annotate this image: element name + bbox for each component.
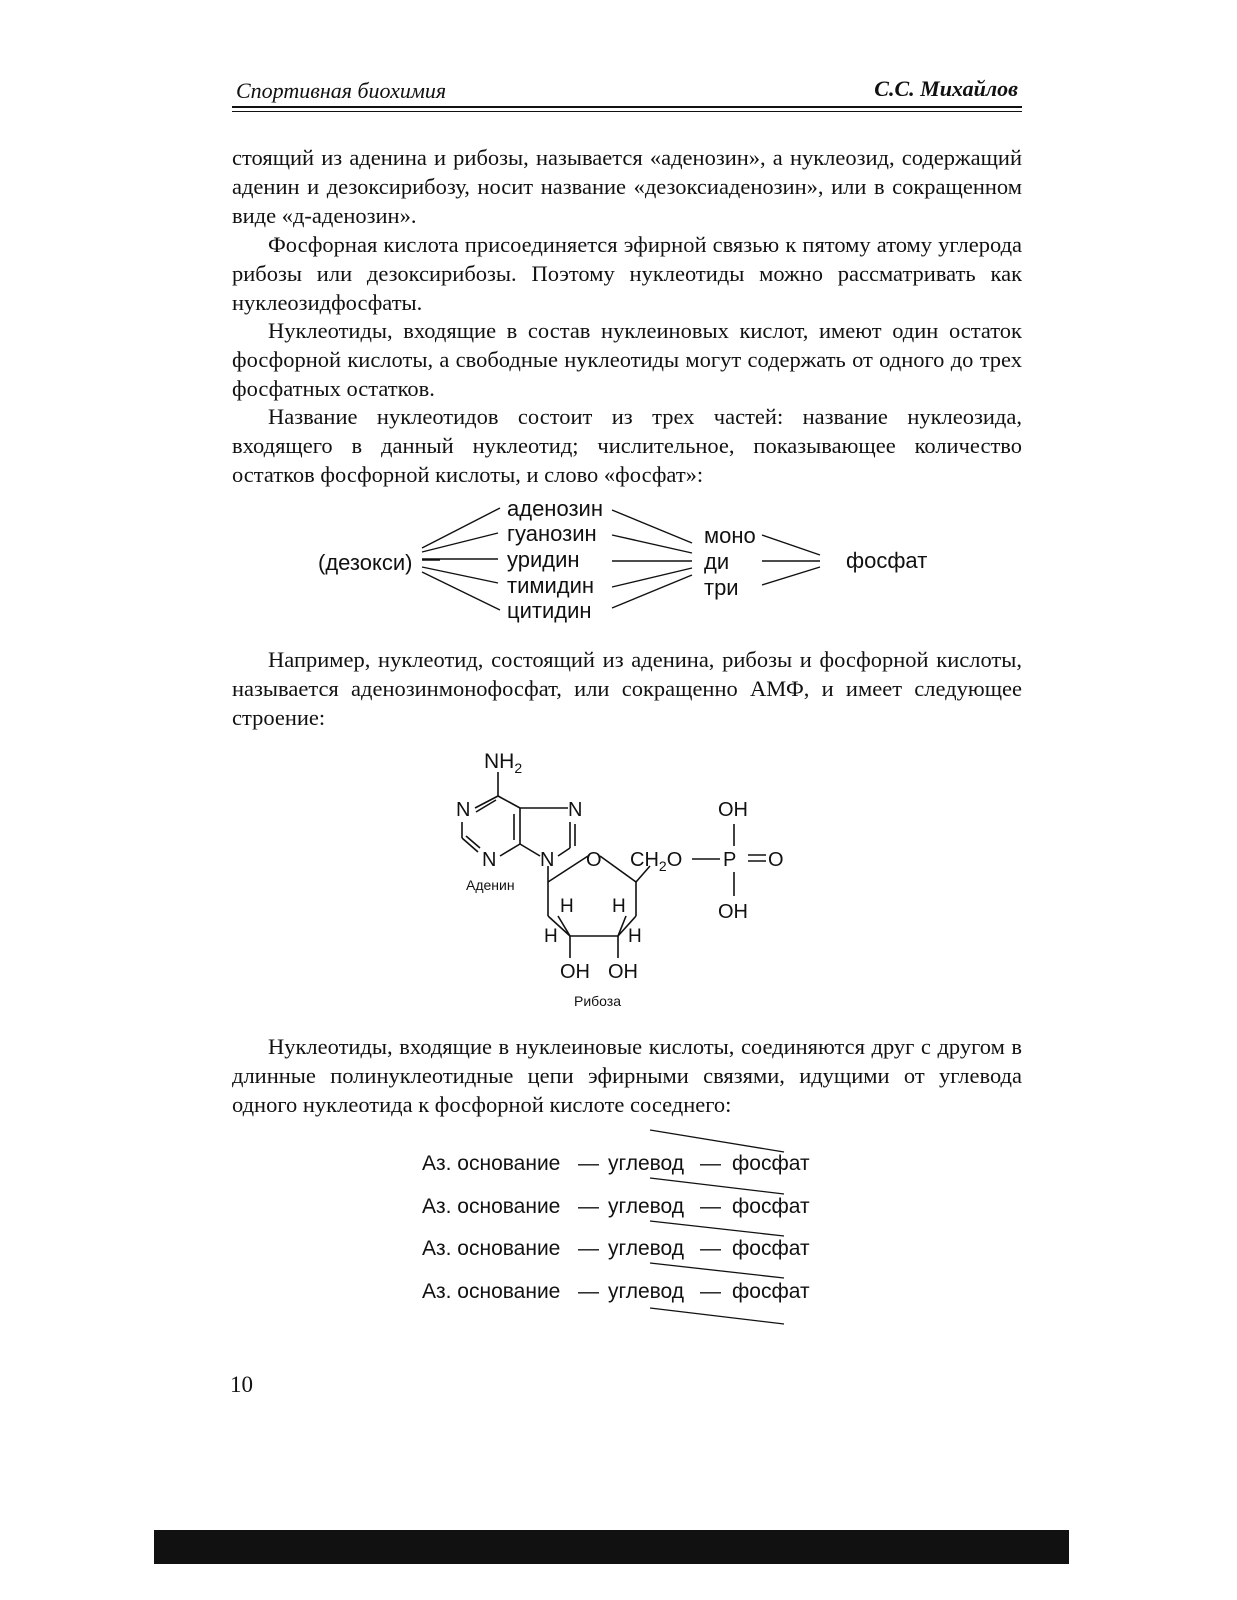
page-number: 10: [230, 1372, 253, 1397]
oh-bottom: OH: [718, 901, 748, 923]
bond-dash: —: [578, 1237, 599, 1260]
atom-o-double: O: [768, 849, 784, 871]
nucleoside-guanosine: гуанозин: [507, 521, 597, 546]
bond-dash: —: [700, 1152, 721, 1175]
chain-sugar: углевод: [608, 1280, 685, 1303]
chain-sugar: углевод: [608, 1195, 685, 1218]
bond-dash: —: [700, 1237, 721, 1260]
polynucleotide-chain-diagram: [410, 1118, 840, 1333]
prefix-deoxy: (дезокси): [318, 550, 413, 575]
chain-phosphate: фосфат: [732, 1237, 810, 1260]
paragraph-3: Нуклеотиды, входящие в состав нуклеиновых кислот, имеют один остаток фосфорной кислоты, а свободные нуклеотиды могут содержать от одного до трех фосфатных остатков.: [232, 318, 1022, 401]
chain-phosphate: фосфат: [732, 1152, 810, 1175]
nucleoside-thymidine: тимидин: [507, 573, 595, 598]
chain-row: [422, 1195, 810, 1218]
scan-bottom-bar: [154, 1530, 1069, 1564]
atom-ring-o: O: [586, 849, 602, 871]
atom-p: P: [723, 849, 737, 871]
chain-sugar: углевод: [608, 1152, 685, 1175]
atom-n9: N: [540, 849, 555, 871]
h-c3-up: H: [612, 896, 626, 917]
chain-row: [422, 1280, 810, 1303]
bond-dash: —: [700, 1195, 721, 1218]
author-name: С.С. Михайлов: [874, 76, 1018, 101]
chain-row: [422, 1152, 810, 1175]
nucleoside-cytidine: цитидин: [507, 598, 592, 623]
atom-n1: N: [456, 799, 471, 821]
paragraph-2: Фосфорная кислота присоединяется эфирной связью к пятому атому углерода рибозы или дезоксирибозы. Поэтому нуклеотиды можно рассматривать как нуклеозидфосфаты.: [232, 232, 1022, 315]
bond-dash: —: [578, 1152, 599, 1175]
numeral-di: ди: [704, 549, 730, 574]
bond-dash: —: [700, 1280, 721, 1303]
book-title: Спортивная биохимия: [236, 78, 447, 103]
chain-row: [422, 1237, 810, 1260]
bond-dash: —: [578, 1280, 599, 1303]
running-header: [232, 74, 1022, 106]
chain-base: Аз. основание: [422, 1195, 561, 1218]
oh-top: OH: [718, 799, 748, 821]
chain-sugar: углевод: [608, 1237, 685, 1260]
paragraph-1: стоящий из аденина и рибозы, называется «аденозин», а нуклеозид, содержащий аденин и дезоксирибозу, носит название «дезоксиаденозин», или в сокращенном виде «д-аденозин».: [232, 145, 1022, 228]
nucleoside-uridine: уридин: [507, 547, 580, 572]
suffix-phosphate: фосфат: [846, 548, 928, 573]
chain-base: Аз. основание: [422, 1237, 561, 1260]
amp-structure-diagram: [440, 740, 820, 1020]
header-rule-thin: [232, 111, 1022, 112]
chain-base: Аз. основание: [422, 1280, 561, 1303]
nh2-group: $NH_2$: [484, 750, 523, 776]
chain-base: Аз. основание: [422, 1152, 561, 1175]
paragraph-5: Например, нуклеотид, состоящий из аденина, рибозы и фосфорной кислоты, называется аденозинмонофосфат, или сокращенно АМФ, и имеет следующее строение:: [232, 647, 1022, 730]
nucleotide-naming-diagram: [300, 495, 960, 630]
paragraph-4: Название нуклеотидов состоит из трех частей: название нуклеозида, входящего в данный нуклеотид; числительное, показывающее количество остатков фосфорной кислоты, и слово «фосфат»:: [232, 404, 1022, 487]
bond-dash: —: [578, 1195, 599, 1218]
h-c2-up: H: [560, 896, 574, 917]
h-c2-down: H: [544, 926, 558, 947]
atom-n7: N: [568, 799, 583, 821]
nucleoside-adenosine: аденозин: [507, 496, 603, 521]
oh-c2: OH: [560, 961, 590, 983]
numeral-tri: три: [704, 575, 739, 600]
oh-c3: OH: [608, 961, 638, 983]
numeral-mono: моно: [704, 523, 756, 548]
header-rule-thick: [232, 106, 1022, 108]
chain-phosphate: фосфат: [732, 1195, 810, 1218]
atom-n3: N: [482, 849, 497, 871]
h-c3-down: H: [628, 926, 642, 947]
label-adenine: Аденин: [466, 877, 515, 893]
paragraph-6: Нуклеотиды, входящие в нуклеиновые кислоты, соединяются друг с другом в длинные полинуклеотидные цепи эфирными связями, идущими от углевода одного нуклеотида к фосфорной кислоте соседнего:: [232, 1034, 1022, 1117]
chain-phosphate: фосфат: [732, 1280, 810, 1303]
ch2o-group: $CH_2O$: [630, 849, 683, 874]
label-ribose: Рибоза: [574, 993, 622, 1009]
